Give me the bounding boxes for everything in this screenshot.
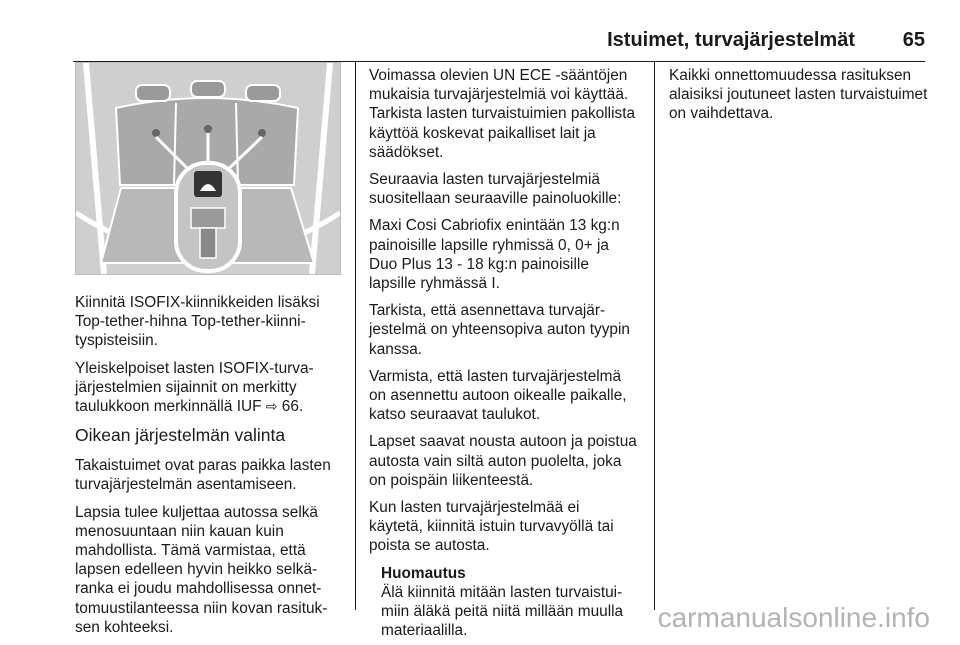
note-title: Huomautus (381, 564, 466, 582)
replace-after-accident-paragraph: Kaikki onnettomuudessa rasituksen alaisiksi joutuneet lasten turvaistuimet on vaihdettava. (669, 67, 928, 123)
column-2 (369, 66, 637, 640)
column-divider-1 (355, 62, 356, 610)
recommended-systems-paragraph: Seuraavia lasten turvajärjestelmiä suositellaan seuraaville painoluokille: (369, 171, 622, 208)
rear-seats-paragraph: Takaistuimet ovat paras paikka lasten turvajärjestelmän asentamiseen. (75, 457, 331, 494)
column-divider-2 (654, 62, 655, 610)
not-in-use-paragraph: Kun lasten turvajärjestelmää ei käytetä, kiinnitä istuin turvavyöllä tai poista se autosta. (369, 499, 614, 555)
watermark: carmanualsonline.info (657, 602, 930, 633)
correct-position-paragraph: Varmista, että lasten turvajärjestelmä on asennettu autoon oikealle paikalle, katso seuraavat taulukot. (369, 367, 627, 424)
page-number: 65 (902, 29, 925, 51)
reference-arrow-icon: ⇨ (265, 398, 278, 415)
page-title: Istuimet, turvajärjestelmät (607, 29, 855, 51)
section-heading: Oikean järjestelmän valinta (75, 425, 286, 446)
reference-page-link[interactable]: 66. (277, 398, 304, 416)
rear-facing-paragraph: Lapsia tulee kuljettaa autossa selkä menosuuntaan niin kauan kuin mahdollista. Tämä varmistaa, että lapsen edelleen hyvin heikko selkäranka ei joudu mahdollisessa onnettomuustilanteessa niin kovan rasituksen kohteeksi. (75, 503, 328, 636)
trunk-isofix-illustration (75, 62, 341, 275)
maxi-cosi-paragraph: Maxi Cosi Cabriofix enintään 13 kg:n painoisille lapsille ryhmissä 0, 0+ ja Duo Plus 13 - 18 kg:n painoisille lapsille ryhmässä I. (369, 217, 620, 293)
traffic-side-paragraph: Lapset saavat nousta autoon ja poistua autosta vain siltä auton puolelta, joka on poispäin liikenteestä. (369, 433, 637, 489)
compatibility-paragraph: Tarkista, että asennettava turvajärjestelmä on yhteensopiva auton tyypin kanssa. (369, 302, 630, 358)
isofix-positions-text: Yleiskelpoiset lasten ISOFIX-turvajärjestelmien sijainnit on merkitty taulukkoon merkinnällä IUF (75, 359, 314, 416)
isofix-positions-paragraph (75, 359, 341, 417)
page-header (73, 27, 925, 57)
note-text: Älä kiinnitä mitään lasten turvaistuimiin äläkä peitä niitä millään muulla materiaalilla. (381, 583, 624, 640)
note-box (381, 564, 637, 641)
trunk-illustration-svg (76, 63, 340, 274)
isofix-top-tether-paragraph: Kiinnitä ISOFIX-kiinnikkeiden lisäksi Top-tether-hihna Top-tether-kiinnityspisteisiin. (75, 294, 320, 350)
column-3 (669, 66, 931, 132)
un-ece-paragraph: Voimassa olevien UN ECE -sääntöjen mukaisia turvajärjestelmiä voi käyttää. Tarkista lasten turvaistuimien pakollista käyttöä koskevat paikalliset lait ja säädökset. (369, 67, 636, 161)
column-1 (75, 62, 341, 645)
